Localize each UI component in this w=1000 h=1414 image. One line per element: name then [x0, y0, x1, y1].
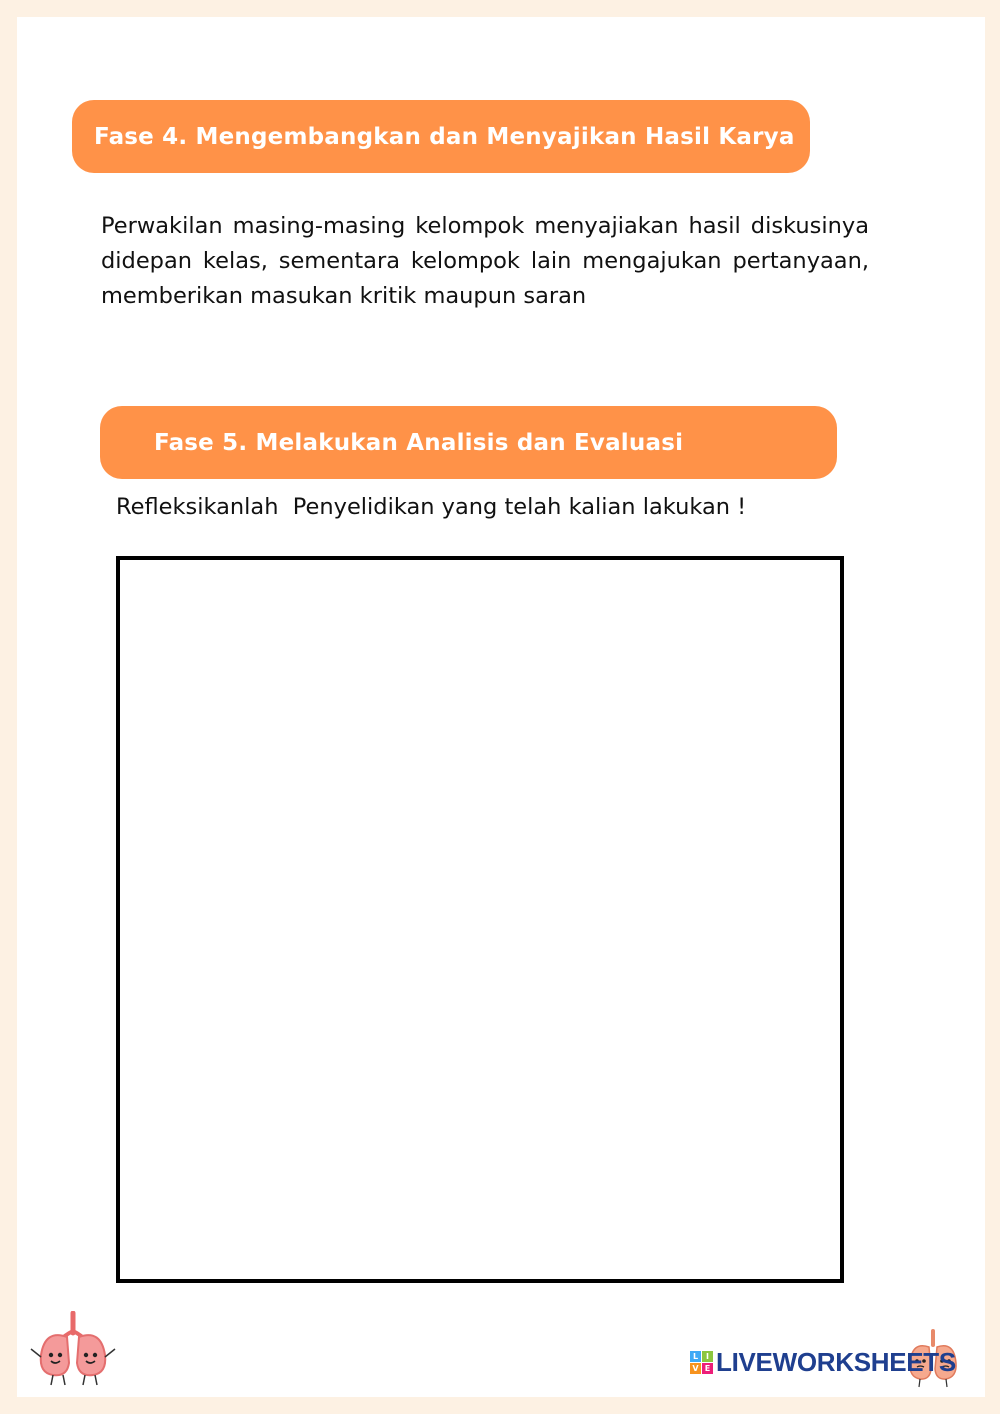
lungs-mascot-left-icon	[27, 1311, 119, 1389]
phase-4-description: Perwakilan masing-masing kelompok menyajiakan hasil diskusinya didepan kelas, sementara kelompok lain mengajukan pertanyaan, memberikan masukan kritik maupun saran	[101, 213, 869, 309]
worksheet-page	[17, 17, 985, 1397]
liveworksheets-brand	[690, 1347, 956, 1377]
liveworksheets-logo-icon: L I V E	[690, 1351, 713, 1374]
phase-4-title: Fase 4. Mengembangkan dan Menyajikan Hasil Karya	[94, 123, 795, 150]
reflection-prompt: Refleksikanlah Penyelidikan yang telah kalian lakukan !	[116, 494, 747, 520]
phase-4-banner	[72, 100, 810, 173]
phase-5-title: Fase 5. Melakukan Analisis dan Evaluasi	[154, 429, 684, 456]
liveworksheets-wordmark: LIVEWORKSHEETS	[716, 1346, 956, 1377]
phase-5-banner	[100, 406, 837, 479]
reflection-answer-box[interactable]	[116, 556, 844, 1283]
